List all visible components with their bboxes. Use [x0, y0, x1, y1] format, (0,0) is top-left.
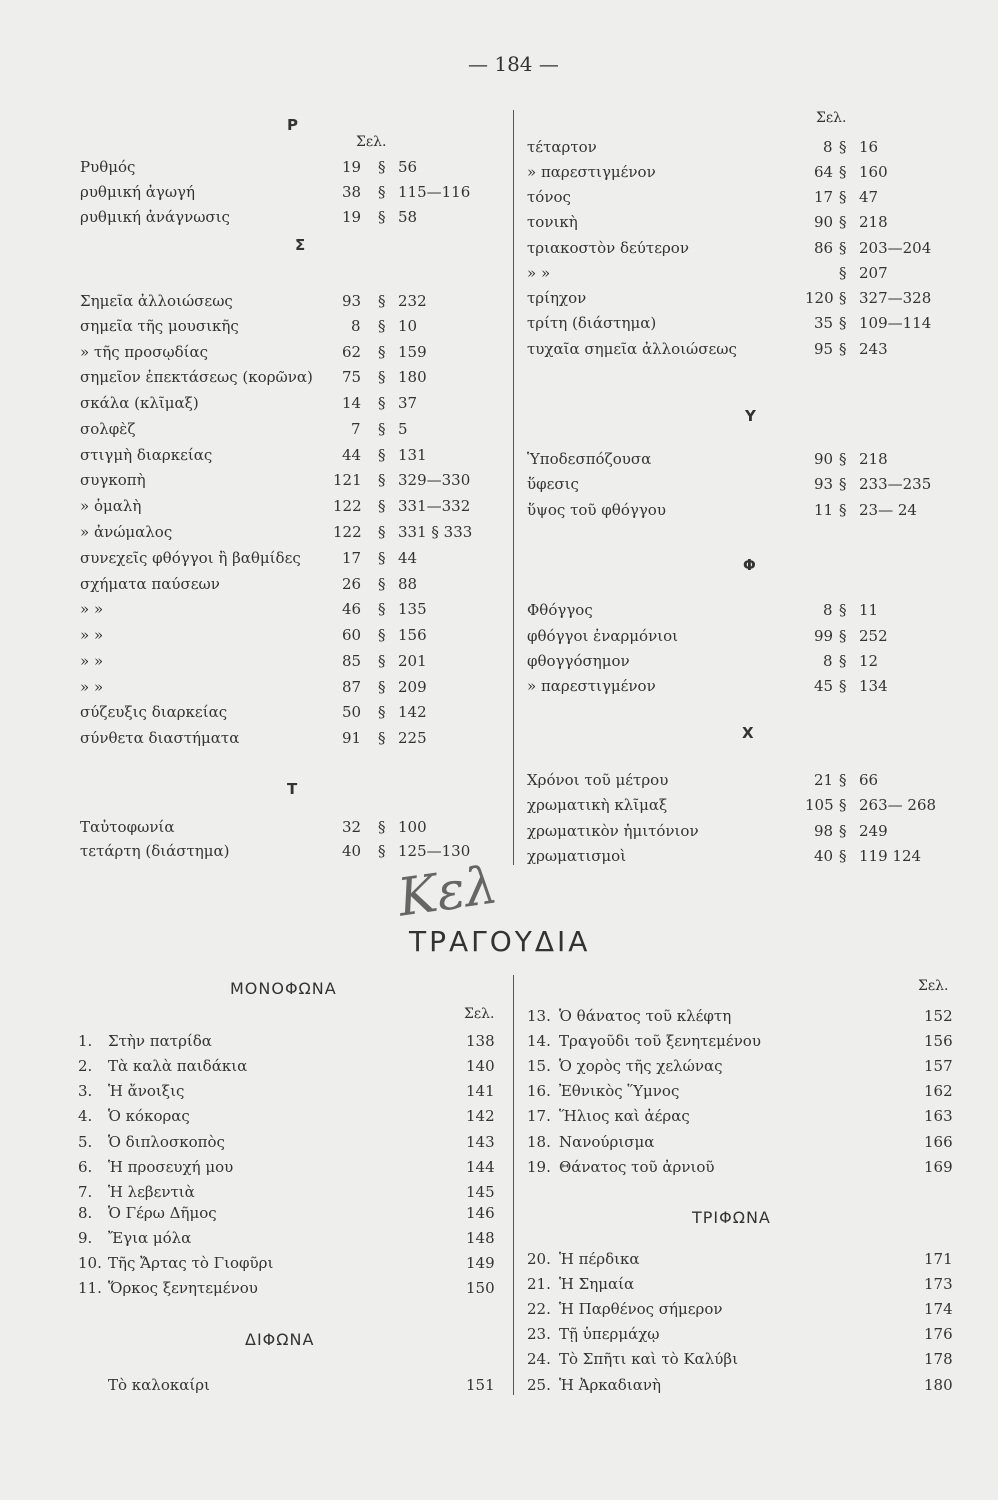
section-mark: § [839, 601, 847, 619]
index-term: ὕφεσις [527, 475, 579, 493]
song-number: 23. [527, 1325, 551, 1343]
section-mark: § [839, 289, 847, 307]
section-number: 331 § 333 [398, 523, 473, 541]
section-mark: § [378, 523, 386, 541]
song-name: Ἔγια μόλα [108, 1229, 192, 1247]
section-number: 58 [398, 208, 418, 226]
song-number: 6. [78, 1158, 93, 1176]
section-number: 11 [859, 601, 879, 619]
song-entry [78, 1229, 498, 1251]
section-number: 218 [859, 213, 888, 231]
index-page: 93 [814, 475, 834, 493]
index-term: Ρυθμός [80, 158, 136, 176]
index-term: » ἀνώμαλος [80, 523, 173, 541]
index-term: ὕψος τοῦ φθόγγου [527, 501, 666, 519]
song-entry [527, 1082, 957, 1104]
section-mark: § [378, 600, 386, 618]
section-number: 12 [859, 652, 879, 670]
section-letter-upsilon: Υ [745, 407, 756, 425]
index-page: 14 [342, 394, 362, 412]
song-name: Ἡ πέρδικα [559, 1250, 640, 1268]
section-mark: § [378, 394, 386, 412]
song-name: Ἡ Ἀρκαδιανὴ [559, 1376, 661, 1394]
section-mark: § [839, 475, 847, 493]
section-number: 115—116 [398, 183, 471, 201]
index-page: 99 [814, 627, 834, 645]
song-name: Ἥλιος καὶ ἀέρας [559, 1107, 690, 1125]
song-entry [78, 1133, 498, 1155]
section-mark: § [378, 158, 386, 176]
handwritten-signature: Κελ [394, 855, 502, 929]
song-entry [527, 1133, 957, 1155]
index-page: 32 [342, 818, 362, 836]
song-page: 143 [466, 1133, 495, 1151]
song-page: 142 [466, 1107, 495, 1125]
song-name: Στὴν πατρίδα [108, 1032, 212, 1050]
song-page: 180 [924, 1376, 953, 1394]
section-number: 249 [859, 822, 888, 840]
section-number: 44 [398, 549, 418, 567]
section-mark: § [378, 652, 386, 670]
song-page: 162 [924, 1082, 953, 1100]
section-mark: § [378, 343, 386, 361]
song-entry [78, 1254, 498, 1276]
index-term: Ὑποδεσπόζουσα [527, 450, 652, 468]
index-page: 98 [814, 822, 834, 840]
section-number: 156 [398, 626, 427, 644]
index-term: σημεῖον ἐπεκτάσεως (κορῶνα) [80, 368, 313, 386]
section-number: 159 [398, 343, 427, 361]
index-term: » τῆς προσῳδίας [80, 343, 209, 361]
section-number: 225 [398, 729, 427, 747]
song-number: 10. [78, 1254, 102, 1272]
song-entry [527, 1350, 957, 1372]
section-mark: § [839, 188, 847, 206]
song-number: 21. [527, 1275, 551, 1293]
section-number: 263— 268 [859, 796, 937, 814]
song-name: Θάνατος τοῦ ἀρνιοῦ [559, 1158, 715, 1176]
index-page: 86 [814, 239, 834, 257]
section-number: 201 [398, 652, 427, 670]
section-mark: § [378, 208, 386, 226]
song-number: 20. [527, 1250, 551, 1268]
index-page: 38 [342, 183, 362, 201]
song-name: Ἐθνικὸς Ὕμνος [559, 1082, 680, 1100]
song-entry [78, 1183, 498, 1205]
song-page: 150 [466, 1279, 495, 1297]
index-term: » » [80, 600, 104, 618]
songs-right-page-label: Σελ. [918, 978, 949, 994]
index-page: 17 [814, 188, 834, 206]
section-mark: § [378, 420, 386, 438]
section-number: 233—235 [859, 475, 932, 493]
song-name: Ὁ κόκορας [108, 1107, 190, 1125]
song-name: Ἡ Παρθένος σήμερον [559, 1300, 723, 1318]
section-letter-chi: Χ [742, 724, 754, 742]
section-number: 66 [859, 771, 879, 789]
index-page: 90 [814, 450, 834, 468]
section-mark: § [839, 627, 847, 645]
section-mark: § [839, 796, 847, 814]
song-number: 17. [527, 1107, 551, 1125]
section-mark: § [839, 340, 847, 358]
index-page: 121 [333, 471, 362, 489]
songs-left-page-label: Σελ. [464, 1006, 495, 1022]
section-number: 23— 24 [859, 501, 917, 519]
song-number: 11. [78, 1279, 102, 1297]
section-number: 160 [859, 163, 888, 181]
song-entry [527, 1007, 957, 1029]
index-term: » » [80, 626, 104, 644]
section-number: 56 [398, 158, 418, 176]
song-entry [78, 1158, 498, 1180]
songs-title: ΤΡΑΓΟΥΔΙΑ [409, 925, 591, 958]
section-number: 131 [398, 446, 427, 464]
section-letter-rho: Ρ [287, 116, 298, 134]
index-page: 7 [351, 420, 361, 438]
index-page: 95 [814, 340, 834, 358]
song-page: 151 [466, 1376, 495, 1394]
difona-heading: ΔΙΦΩΝΑ [245, 1330, 315, 1349]
section-number: 142 [398, 703, 427, 721]
index-term: τέταρτον [527, 138, 597, 156]
song-number: 2. [78, 1057, 93, 1075]
song-number: 18. [527, 1133, 551, 1151]
index-term: ρυθμική ἀνάγνωσις [80, 208, 230, 226]
page-column-header: Σελ. [356, 134, 387, 150]
section-mark: § [378, 497, 386, 515]
section-mark: § [839, 314, 847, 332]
song-name: Τὰ καλὰ παιδάκια [108, 1057, 248, 1075]
right-page-header: Σελ. [816, 110, 847, 126]
index-term: χρωματικὸν ἡμιτόνιον [527, 822, 699, 840]
songs-divider [513, 975, 514, 1395]
section-mark: § [378, 818, 386, 836]
index-page: 40 [342, 842, 362, 860]
song-name: Νανούρισμα [559, 1133, 655, 1151]
song-name: Ὁ διπλοσκοπὸς [108, 1133, 225, 1151]
section-mark: § [839, 847, 847, 865]
index-term: φθόγγοι ἐναρμόνιοι [527, 627, 678, 645]
index-page: 19 [342, 208, 362, 226]
index-page: 45 [814, 677, 834, 695]
song-number: 16. [527, 1082, 551, 1100]
song-name: Ὁ Γέρω Δῆμος [108, 1204, 217, 1222]
section-mark: § [839, 163, 847, 181]
index-page: 64 [814, 163, 834, 181]
song-number: 3. [78, 1082, 93, 1100]
section-mark: § [839, 652, 847, 670]
section-number: 252 [859, 627, 888, 645]
index-term: συγκοπὴ [80, 471, 146, 489]
column-divider [513, 110, 514, 865]
song-name: Τὸ καλοκαίρι [108, 1376, 210, 1394]
index-term: ρυθμική ἀγωγή [80, 183, 196, 201]
song-number: 8. [78, 1204, 93, 1222]
section-number: 10 [398, 317, 418, 335]
song-page: 148 [466, 1229, 495, 1247]
song-page: 174 [924, 1300, 953, 1318]
song-number: 4. [78, 1107, 93, 1125]
section-number: 243 [859, 340, 888, 358]
section-number: 135 [398, 600, 427, 618]
song-entry [527, 1158, 957, 1180]
index-term: » » [80, 678, 104, 696]
song-entry [527, 1250, 957, 1272]
index-page: 120 [805, 289, 834, 307]
song-page: 145 [466, 1183, 495, 1201]
index-page: 50 [342, 703, 362, 721]
section-letter-sigma: Σ [295, 236, 306, 254]
index-term: Χρόνοι τοῦ μέτρου [527, 771, 669, 789]
index-page: 85 [342, 652, 362, 670]
index-page: 8 [351, 317, 361, 335]
section-mark: § [378, 549, 386, 567]
songs-left-list [78, 0, 498, 1500]
song-entry [527, 1376, 957, 1398]
section-number: 16 [859, 138, 879, 156]
index-page: 46 [342, 600, 362, 618]
song-entry [78, 1376, 498, 1398]
song-number: 1. [78, 1032, 93, 1050]
index-page: 62 [342, 343, 362, 361]
section-number: 100 [398, 818, 427, 836]
song-name: Τὸ Σπῆτι καὶ τὸ Καλύβι [559, 1350, 738, 1368]
song-entry [78, 1082, 498, 1104]
section-letter-tau: Τ [287, 780, 298, 798]
index-page: 8 [823, 138, 833, 156]
song-number: 7. [78, 1183, 93, 1201]
index-term: σημεῖα τῆς μουσικῆς [80, 317, 239, 335]
section-mark: § [839, 501, 847, 519]
section-mark: § [378, 471, 386, 489]
song-entry [527, 1300, 957, 1322]
song-page: 146 [466, 1204, 495, 1222]
index-term: σύζευξις διαρκείας [80, 703, 228, 721]
index-page: 90 [814, 213, 834, 231]
section-number: 203—204 [859, 239, 932, 257]
song-entry [78, 1279, 498, 1301]
song-entry [527, 1275, 957, 1297]
index-page: 105 [805, 796, 834, 814]
song-page: 152 [924, 1007, 953, 1025]
section-number: 327—328 [859, 289, 932, 307]
song-number: 24. [527, 1350, 551, 1368]
song-number: 25. [527, 1376, 551, 1394]
index-term: φθογγόσημον [527, 652, 630, 670]
section-mark: § [378, 842, 386, 860]
section-number: 125—130 [398, 842, 471, 860]
song-name: Ἡ προσευχή μου [108, 1158, 234, 1176]
song-page: 169 [924, 1158, 953, 1176]
index-page: 91 [342, 729, 362, 747]
song-page: 140 [466, 1057, 495, 1075]
trifona-heading: ΤΡΙΦΩΝΑ [692, 1208, 771, 1227]
song-page: 178 [924, 1350, 953, 1368]
section-mark: § [839, 450, 847, 468]
index-page: 122 [333, 523, 362, 541]
song-name: Ὅρκος ξενητεμένου [108, 1279, 258, 1297]
song-entry [527, 1325, 957, 1347]
song-page: 157 [924, 1057, 953, 1075]
section-mark: § [378, 317, 386, 335]
section-mark: § [378, 575, 386, 593]
song-entry [527, 1057, 957, 1079]
index-term: Φθόγγος [527, 601, 593, 619]
index-term: σύνθετα διαστήματα [80, 729, 240, 747]
index-term: συνεχεῖς φθόγγοι ἢ βαθμίδες [80, 549, 301, 567]
section-mark: § [839, 213, 847, 231]
section-number: 207 [859, 264, 888, 282]
index-term: » παρεστιγμένον [527, 677, 656, 695]
section-mark: § [378, 292, 386, 310]
index-term: σκάλα (κλῖμαξ) [80, 394, 199, 412]
section-number: 5 [398, 420, 408, 438]
index-term: στιγμὴ διαρκείας [80, 446, 213, 464]
index-term: τετάρτη (διάστημα) [80, 842, 230, 860]
index-page: 8 [823, 652, 833, 670]
index-page: 21 [814, 771, 834, 789]
section-mark: § [839, 771, 847, 789]
index-page: 60 [342, 626, 362, 644]
song-name: Ἡ ἄνοιξις [108, 1082, 185, 1100]
index-page: 87 [342, 678, 362, 696]
page-number: — 184 — [468, 52, 559, 76]
index-page: 19 [342, 158, 362, 176]
section-mark: § [378, 446, 386, 464]
song-number: 9. [78, 1229, 93, 1247]
song-entry [78, 1204, 498, 1226]
section-mark: § [378, 626, 386, 644]
song-entry [527, 1032, 957, 1054]
song-page: 173 [924, 1275, 953, 1293]
index-term: » παρεστιγμένον [527, 163, 656, 181]
song-number: 13. [527, 1007, 551, 1025]
index-term: Ταὐτοφωνία [80, 818, 175, 836]
song-page: 144 [466, 1158, 495, 1176]
index-page: 11 [814, 501, 834, 519]
song-name: Τραγοῦδι τοῦ ξενητεμένου [559, 1032, 761, 1050]
monophona-heading: ΜΟΝΟΦΩΝΑ [230, 979, 337, 998]
song-page: 156 [924, 1032, 953, 1050]
song-name: Ἡ λεβεντιὰ [108, 1183, 195, 1201]
index-page: 35 [814, 314, 834, 332]
song-name: Ἡ Σημαία [559, 1275, 635, 1293]
section-mark: § [378, 729, 386, 747]
index-term: » » [527, 264, 551, 282]
index-page: 122 [333, 497, 362, 515]
section-number: 47 [859, 188, 879, 206]
song-number: 14. [527, 1032, 551, 1050]
section-number: 232 [398, 292, 427, 310]
section-number: 218 [859, 450, 888, 468]
section-number: 88 [398, 575, 418, 593]
section-number: 37 [398, 394, 418, 412]
song-entry [78, 1032, 498, 1054]
section-mark: § [839, 822, 847, 840]
section-mark: § [378, 678, 386, 696]
song-number: 19. [527, 1158, 551, 1176]
song-page: 176 [924, 1325, 953, 1343]
index-page: 75 [342, 368, 362, 386]
index-term: Σημεῖα ἀλλοιώσεως [80, 292, 233, 310]
song-page: 163 [924, 1107, 953, 1125]
song-number: 22. [527, 1300, 551, 1318]
section-mark: § [839, 677, 847, 695]
song-number: 5. [78, 1133, 93, 1151]
index-page: 40 [814, 847, 834, 865]
index-term: τονικὴ [527, 213, 578, 231]
section-number: 109—114 [859, 314, 932, 332]
section-mark: § [378, 183, 386, 201]
section-mark: § [378, 703, 386, 721]
song-name: Ὁ θάνατος τοῦ κλέφτη [559, 1007, 732, 1025]
section-number: 329—330 [398, 471, 471, 489]
index-page: 17 [342, 549, 362, 567]
index-term: χρωματικὴ κλῖμαξ [527, 796, 668, 814]
index-term: τρίτη (διάστημα) [527, 314, 657, 332]
section-number: 331—332 [398, 497, 471, 515]
index-term: τρίηχον [527, 289, 587, 307]
index-term: τόνος [527, 188, 571, 206]
section-letter-phi: Φ [743, 556, 756, 574]
index-term: σχήματα παύσεων [80, 575, 220, 593]
index-term: τριακοστὸν δεύτερον [527, 239, 689, 257]
section-number: 119 124 [859, 847, 922, 865]
index-term: » » [80, 652, 104, 670]
song-page: 141 [466, 1082, 495, 1100]
section-mark: § [378, 368, 386, 386]
song-entry [527, 1107, 957, 1129]
song-page: 166 [924, 1133, 953, 1151]
index-term: χρωματισμοὶ [527, 847, 627, 865]
song-page: 171 [924, 1250, 953, 1268]
song-number: 15. [527, 1057, 551, 1075]
songs-right-list [527, 0, 957, 1500]
index-term: σολφὲζ [80, 420, 136, 438]
index-page: 26 [342, 575, 362, 593]
song-name: Τῆς Ἄρτας τὸ Γιοφῦρι [108, 1254, 274, 1272]
song-page: 149 [466, 1254, 495, 1272]
index-page: 8 [823, 601, 833, 619]
section-mark: § [839, 239, 847, 257]
section-number: 134 [859, 677, 888, 695]
index-term: » ὁμαλὴ [80, 497, 142, 515]
index-page: 44 [342, 446, 362, 464]
index-page: 93 [342, 292, 362, 310]
song-entry [78, 1057, 498, 1079]
index-term: τυχαῖα σημεῖα ἀλλοιώσεως [527, 340, 737, 358]
song-page: 138 [466, 1032, 495, 1050]
song-name: Τῇ ὑπερμάχῳ [559, 1325, 660, 1343]
section-mark: § [839, 264, 847, 282]
section-number: 180 [398, 368, 427, 386]
song-entry [78, 1107, 498, 1129]
section-mark: § [839, 138, 847, 156]
section-number: 209 [398, 678, 427, 696]
song-name: Ὁ χορὸς τῆς χελώνας [559, 1057, 723, 1075]
